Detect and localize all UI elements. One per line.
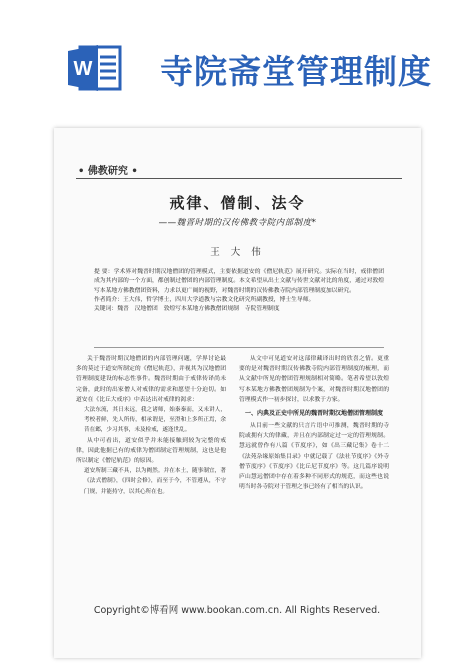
copyright-footer: Copyright©博看网 www.bookan.com.cn. All Rights Reserved. [93,605,381,616]
left-column [76,354,226,497]
abstract-divider [94,347,384,348]
author-bio: 作者简介：王大伟，哲学博士，四川大学道教与宗教文化研究所副教授，博士生导师。 [94,296,315,303]
article-author: 王 大 伟 [210,247,265,258]
keywords: 关键词：魏晋 汉地僧团 敦煌写本某地方佛教僧团规制 寺院管理制度 [94,306,280,313]
word-document-icon [66,43,124,93]
paragraph: 从中可看出，道安似乎并未能接触到较为完整的戒律，因此他据已有的戒律为僧团制定管理规制，这也是他所以制定《僧尼轨范》的原因。 [76,437,226,465]
section-label: • 佛教研究 • [78,166,138,177]
article-title: 戒律、僧制、法令 [169,194,306,212]
section-divider [76,178,402,179]
word-icon-letter: W [73,58,93,80]
paragraph: 从目前一些文献的只言片语中可推测，魏晋时期的寺院或拥有大的律藏，并且在内部制定过一定的管理规制。慧远就曾作有八篇《节度序》，如《出三藏记集》卷十二《法苑杂缘原始集目录》中就记载了《法社节度序》《外寺僧节度序》《节度序》《比丘尼节度序》等。这几篇序说明庐山慧远僧团中存在着多种不同形式的规范，而这些也说明当时各寺院对于管理之事已经有了相当的认识。 [239,423,389,491]
section-heading: 一、内典及正史中所见的魏晋时期汉地僧团管理制度 [244,410,383,418]
abstract-summary: 提 要：学术界对魏晋时期汉地僧团的管理模式，主要依据道安的《僧尼轨范》展开研究。实际在当时，戒律僧团成为其内部的一个方面，都创制过僧团的内部管理制度。本文希望从出土文献与传世文献对比的角度，通过对敦煌写本某地方佛教僧团资料，力求以更广阔的视野，对魏晋时期的汉传佛教寺院内部管理制度加以研究。 [94,269,384,294]
right-column [239,354,389,492]
document-page [54,128,421,658]
abstract [94,268,384,314]
article-subtitle: ——魏晋时期的汉传佛教寺院内部制度* [158,218,317,228]
banner-title: 寺院斋堂管理制度 [160,52,432,91]
quote-paragraph: 道安所制三藏不具，以为阙然。并在本土，随事制宜，著《法式僧制》，《四时会修》，而至于今，不管遵从，不守门规，并能持守，以其心所在也。 [84,468,226,495]
paragraph: 从文中可见道安对这部律藏译出时的欣喜之情。更重要的是对魏晋时期汉传佛教寺院内部管理制度的梳理，而从文献中所见的僧团管理规制相对简略。笔者希望以敦煌写本某地方佛教僧团规制为个案，对魏晋时期汉地僧团的管理模式作一初步探讨，以求教于方家。 [239,356,389,403]
banner [0,0,474,110]
paragraph: 关于魏晋时期汉地僧团的内部管理问题，学界讨论最多的莫过于道安所制定的《僧尼轨范》，并视其为汉地僧团管理制度建设的标志性事件。魏晋时期由于戒律传译尚未完备，此时的出家僧人对戒律的需求和愿望十分迫切。如道安在《比丘大戒序》中表达出对戒律的渴求： [76,356,226,403]
quote-paragraph: 大法东流，其日未远，我之诸师，始秦秦而，又未讲人，考校者鲜，先人所传，相承谓是，至澄和上多所正焉，余昔在邺，少习其事，未及检戒，遂逢世乱。 [84,407,226,434]
